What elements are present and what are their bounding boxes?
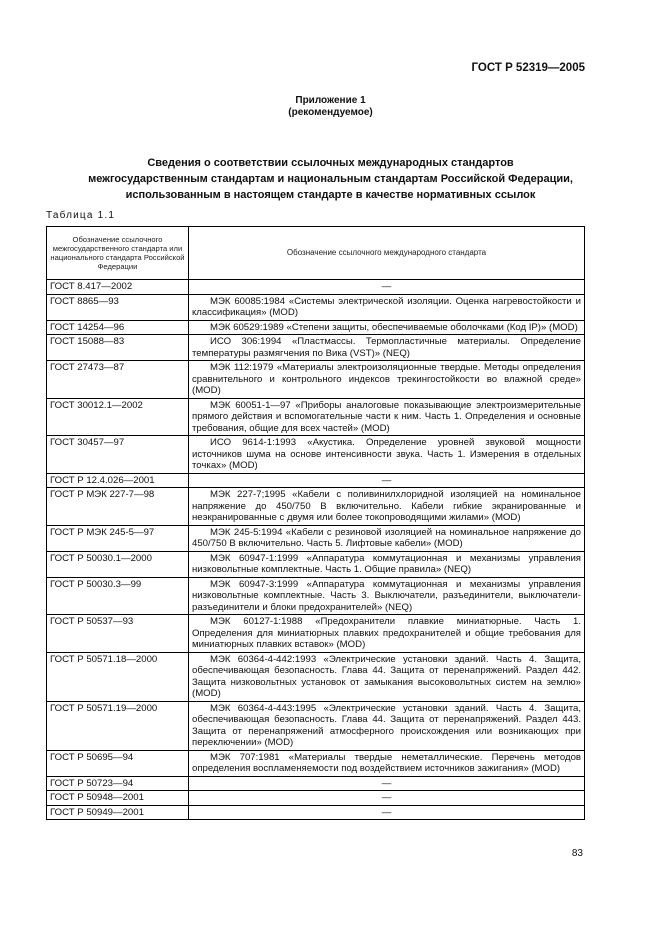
- national-standard-code: ГОСТ Р 50537—93: [47, 615, 189, 653]
- table-row: [47, 294, 585, 320]
- international-standard-reference: МЭК 60127-1:1988 «Предохранители плавкие миниатюрные. Часть 1. Определения для миниатюрных плавких предохранителей и общие требования для миниатюрных плавких вставок» (MOD): [189, 615, 585, 653]
- table-row: [47, 652, 585, 701]
- national-standard-code: ГОСТ 8.417—2002: [47, 280, 189, 295]
- table-row: [47, 280, 585, 295]
- appendix-title-block: [0, 95, 661, 119]
- heading-line: Сведения о соответствии ссылочных международных стандартов: [147, 157, 514, 169]
- national-standard-code: ГОСТ Р 50030.3—99: [47, 577, 189, 615]
- appendix-subtitle: (рекомендуемое): [288, 107, 373, 118]
- international-standard-reference: ИСО 306:1994 «Пластмассы. Термопластичные материалы. Определение температуры размягчения по Вика (VST)» (NEQ): [189, 335, 585, 361]
- national-standard-code: ГОСТ 30457—97: [47, 436, 189, 474]
- reference-table: [46, 226, 585, 820]
- table-body: [47, 280, 585, 820]
- international-standard-reference: —: [189, 805, 585, 820]
- national-standard-code: ГОСТ Р 12.4.026—2001: [47, 473, 189, 488]
- table-caption: Таблица 1.1: [46, 210, 116, 221]
- national-standard-code: ГОСТ Р 50949—2001: [47, 805, 189, 820]
- table-row: [47, 551, 585, 577]
- table-row: [47, 436, 585, 474]
- table-row: [47, 701, 585, 750]
- international-standard-reference: МЭК 60947-3:1999 «Аппаратура коммутационная и механизмы управления низковольтные комплектные. Часть 3. Выключатели, разъединители, выключатели-разъединители и блоки предохранителей» (NEQ): [189, 577, 585, 615]
- column-header-international-standard: Обозначение ссылочного международного стандарта: [189, 227, 585, 280]
- page-number: 83: [571, 848, 583, 859]
- international-standard-reference: МЭК 245-5:1994 «Кабели с резиновой изоляцией на номинальное напряжение до 450/750 В включительно. Часть 5. Лифтовые кабели» (MOD): [189, 525, 585, 551]
- table-row: [47, 320, 585, 335]
- national-standard-code: ГОСТ Р 50723—94: [47, 776, 189, 791]
- national-standard-code: ГОСТ Р 50571.18—2000: [47, 652, 189, 701]
- table-row: [47, 615, 585, 653]
- international-standard-reference: МЭК 60364-4-443:1995 «Электрические установки зданий. Часть 4. Защита, обеспечивающая безопасность. Глава 44. Защита от перенапряжений. Раздел 443. Защита от перенапряжений атмосферного происхождения или возникающих при переключении» (MOD): [189, 701, 585, 750]
- national-standard-code: ГОСТ Р 50695—94: [47, 750, 189, 776]
- national-standard-code: ГОСТ Р МЭК 227-7—98: [47, 488, 189, 526]
- section-heading: [20, 155, 641, 203]
- national-standard-code: ГОСТ 15088—83: [47, 335, 189, 361]
- table-row: [47, 791, 585, 806]
- table-row: [47, 488, 585, 526]
- international-standard-reference: МЭК 227-7;1995 «Кабели с поливинилхлоридной изоляцией на номинальное напряжение до 450/750 В включительно. Кабели гибкие экранированные и неэкранированные с двумя или более токопроводящими жилами» (MOD): [189, 488, 585, 526]
- international-standard-reference: МЭК 60051-1—97 «Приборы аналоговые показывающие электроизмерительные прямого действия и вспомогательные части к ним. Часть 1. Определения и основные требования, общие для всех частей» (MOD): [189, 398, 585, 436]
- table-row: [47, 577, 585, 615]
- table-row: [47, 525, 585, 551]
- international-standard-reference: МЭК 112:1979 «Материалы электроизоляционные твердые. Методы определения сравнительного и контрольного индексов трекингостойкости во влажной среде» (MOD): [189, 361, 585, 399]
- national-standard-code: ГОСТ 8865—93: [47, 294, 189, 320]
- table-row: [47, 473, 585, 488]
- table-row: [47, 750, 585, 776]
- national-standard-code: ГОСТ 27473—87: [47, 361, 189, 399]
- international-standard-reference: МЭК 60947-1:1999 «Аппаратура коммутационная и механизмы управления низковольтные комплектные. Часть 1. Общие правила» (NEQ): [189, 551, 585, 577]
- appendix-title: Приложение 1: [295, 95, 366, 106]
- table-row: [47, 805, 585, 820]
- national-standard-code: ГОСТ Р 50571.19—2000: [47, 701, 189, 750]
- document-code: ГОСТ Р 52319—2005: [471, 62, 585, 74]
- table-header-row: [47, 227, 585, 280]
- international-standard-reference: МЭК 60364-4-442:1993 «Электрические установки зданий. Часть 4. Защита, обеспечивающая безопасность. Глава 44. Защита от перенапряжений. Раздел 442. Защита низковольтных установок от замыкания высоковольтных систем на землю» (MOD): [189, 652, 585, 701]
- table-row: [47, 335, 585, 361]
- international-standard-reference: МЭК 707:1981 «Материалы твердые неметаллические. Перечень методов определения воспламеняемости под воздействием источников зажигания» (MOD): [189, 750, 585, 776]
- national-standard-code: ГОСТ Р 50030.1—2000: [47, 551, 189, 577]
- national-standard-code: ГОСТ 30012.1—2002: [47, 398, 189, 436]
- international-standard-reference: —: [189, 473, 585, 488]
- table-row: [47, 398, 585, 436]
- table-row: [47, 361, 585, 399]
- international-standard-reference: ИСО 9614-1:1993 «Акустика. Определение уровней звуковой мощности источников шума на основе интенсивности звука. Часть 1. Измерения в отдельных точках» (MOD): [189, 436, 585, 474]
- national-standard-code: ГОСТ Р МЭК 245-5—97: [47, 525, 189, 551]
- international-standard-reference: МЭК 60529:1989 «Степени защиты, обеспечиваемые оболочками (Код IP)» (MOD): [189, 320, 585, 335]
- heading-line: использованным в настоящем стандарте в качестве нормативных ссылок: [125, 189, 536, 201]
- column-header-national-standard: Обозначение ссылочного межгосударственного стандарта или национального стандарта Российской Федерации: [47, 227, 189, 280]
- international-standard-reference: —: [189, 280, 585, 295]
- international-standard-reference: —: [189, 791, 585, 806]
- table-row: [47, 776, 585, 791]
- national-standard-code: ГОСТ 14254—96: [47, 320, 189, 335]
- international-standard-reference: —: [189, 776, 585, 791]
- international-standard-reference: МЭК 60085:1984 «Системы электрической изоляции. Оценка нагревостойкости и классификация» (MOD): [189, 294, 585, 320]
- national-standard-code: ГОСТ Р 50948—2001: [47, 791, 189, 806]
- heading-line: межгосударственным стандартам и национальным стандартам Российской Федерации,: [88, 173, 573, 185]
